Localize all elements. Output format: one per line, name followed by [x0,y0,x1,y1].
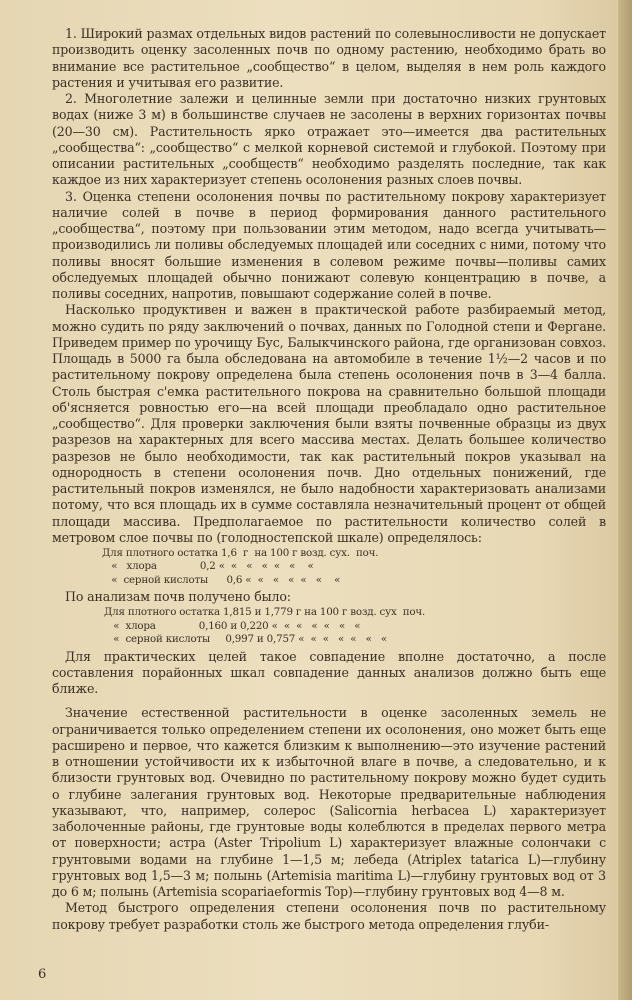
table-row: Для плотного остатка 1,815 и 1,779 г на 100 г возд. сух поч. [104,606,426,619]
expected-salt-table [52,547,606,587]
page-number: 6 [38,967,47,982]
paragraph-7: Метод быстрого определения степени осолонения почв по растительному покрову требует разработки столь же быстрого метода определения глуби- [52,900,606,932]
table-row: « серной кислоты 0,997 и 0,757 « « « « « « « [104,633,388,646]
next-page-edge [618,0,632,1000]
paragraph-5: Для практических целей такое совпадение вполне достаточно, а после составления порайонных шкал совпадение данных анализов должно быть еще ближе. [52,648,606,697]
table-row: « хлора 0,160 и 0,220 « « « « « « « [104,619,361,632]
table-row: Для плотного остатка 1,6 г на 100 г возд. сух. поч. [102,547,379,559]
text-column [52,26,606,933]
analysis-intro: По анализам почв получено было: [65,589,291,605]
analysis-table [52,606,606,646]
paragraph-6: Значение естественной растительности в оценке засоленных земель не ограничивается только определением степени их осолонения, оно может быть еще расширено и первое, что кажется близким к выполнению—это изучение растений в отношении устойчивости их к избыточной влаге в почве, а следовательно, и к близости грунтовых вод. Очевидно по растительному покрову можно будет судить о глубине залегания грунтовых вод. Некоторые предварительные наблюдения указывают, что, например, солерос (Salicornia herbacea L) характеризует заболоченные районы, где грунтовые воды колеблются в пределах первого метра от поверхности; астра (Aster Tripolium L) характеризует влажные солончаки с грунтовыми водами на глубине 1—1,5 м; лебеда (Atriplex tatarica L)—глубину грунтовых вод 1,5—3 м; полынь (Artemisia maritima L)—глубину грунтовых вод от 3 до 6 м; полынь (Artemisia scopariaeformis Top)—глубину грунтовых вод 4—8 м. [52,705,606,900]
paragraph-4: Насколько продуктивен и важен в практической работе разбираемый метод, можно судить по ряду заключений о почвах, данных по Голодной степи и Фергане. Приведем пример по урочищу Бус, Балыкчинского района, где организован совхоз. Площадь в 5000 га была обследована на автомобиле в течение 1½—2 часов и по растительному покрову определена была степень осолонения почв в 3—4 балла. Столь быстрая с'емка растительного покрова на сравнительно большой площади об'ясняется ровностью его—на всей площади преобладало одно растительное „сообщество“. Для проверки заключения были взяты почвенные образцы из двух разрезов на характерных для всего массива местах. Делать большее количество разрезов не было необходимости, так как растительный покров указывал на однородность в степени осолонения почв. Дно отдельных понижений, где растительный покров изменялся, не было надобности характеризовать анализами потому, что вся площадь их в сумме составляла незначительный процент от общей площади массива. Предполагаемое по растительности количество солей в метровом слое почвы по (голодностепской шкале) определялось: [52,302,606,545]
table-row: « серной кислоты 0,6 « « « « « « « [102,573,341,586]
paragraph-1: 1. Широкий размах отдельных видов растений по солевыносливости не допускает производить оценку засоленных почв по одному растению, необходимо брать во внимание все растительное „сообщество“ в целом, выделяя в нем роль каждого растения и учитывая его развитие. [52,26,606,90]
table-row: « хлора 0,2 « « « « « « « [102,560,314,573]
paragraph-3: 3. Оценка степени осолонения почвы по растительному покрову характеризует наличие солей в почве в период формирования данного растительного „сообщества“, поэтому при пользовании этим методом, надо всегда учитывать—производились ли поливы обследуемых площадей или соседних с ними, потому что поливы вносят большие изменения в солевом режиме почвы—поливы самих обследуемых площадей обычно понижают солевую концентрацию в почве, а поливы соседних, напротив, повышают содержание солей в почве. [52,188,606,301]
paragraph-2: 2. Многолетние залежи и целинные земли при достаточно низких грунтовых водах (ниже 3 м) в большинстве случаев не засолены в верхних горизонтах почвы (20—30 см). Растительность ярко отражает это—имеется два растительных „сообщества“: „сообщество“ с мелкой корневой системой и глубокой. Поэтому при описании растительных „сообществ“ необходимо разделять последние, так как каждое из них характеризует степень осолонения разных слоев почвы. [52,91,606,188]
